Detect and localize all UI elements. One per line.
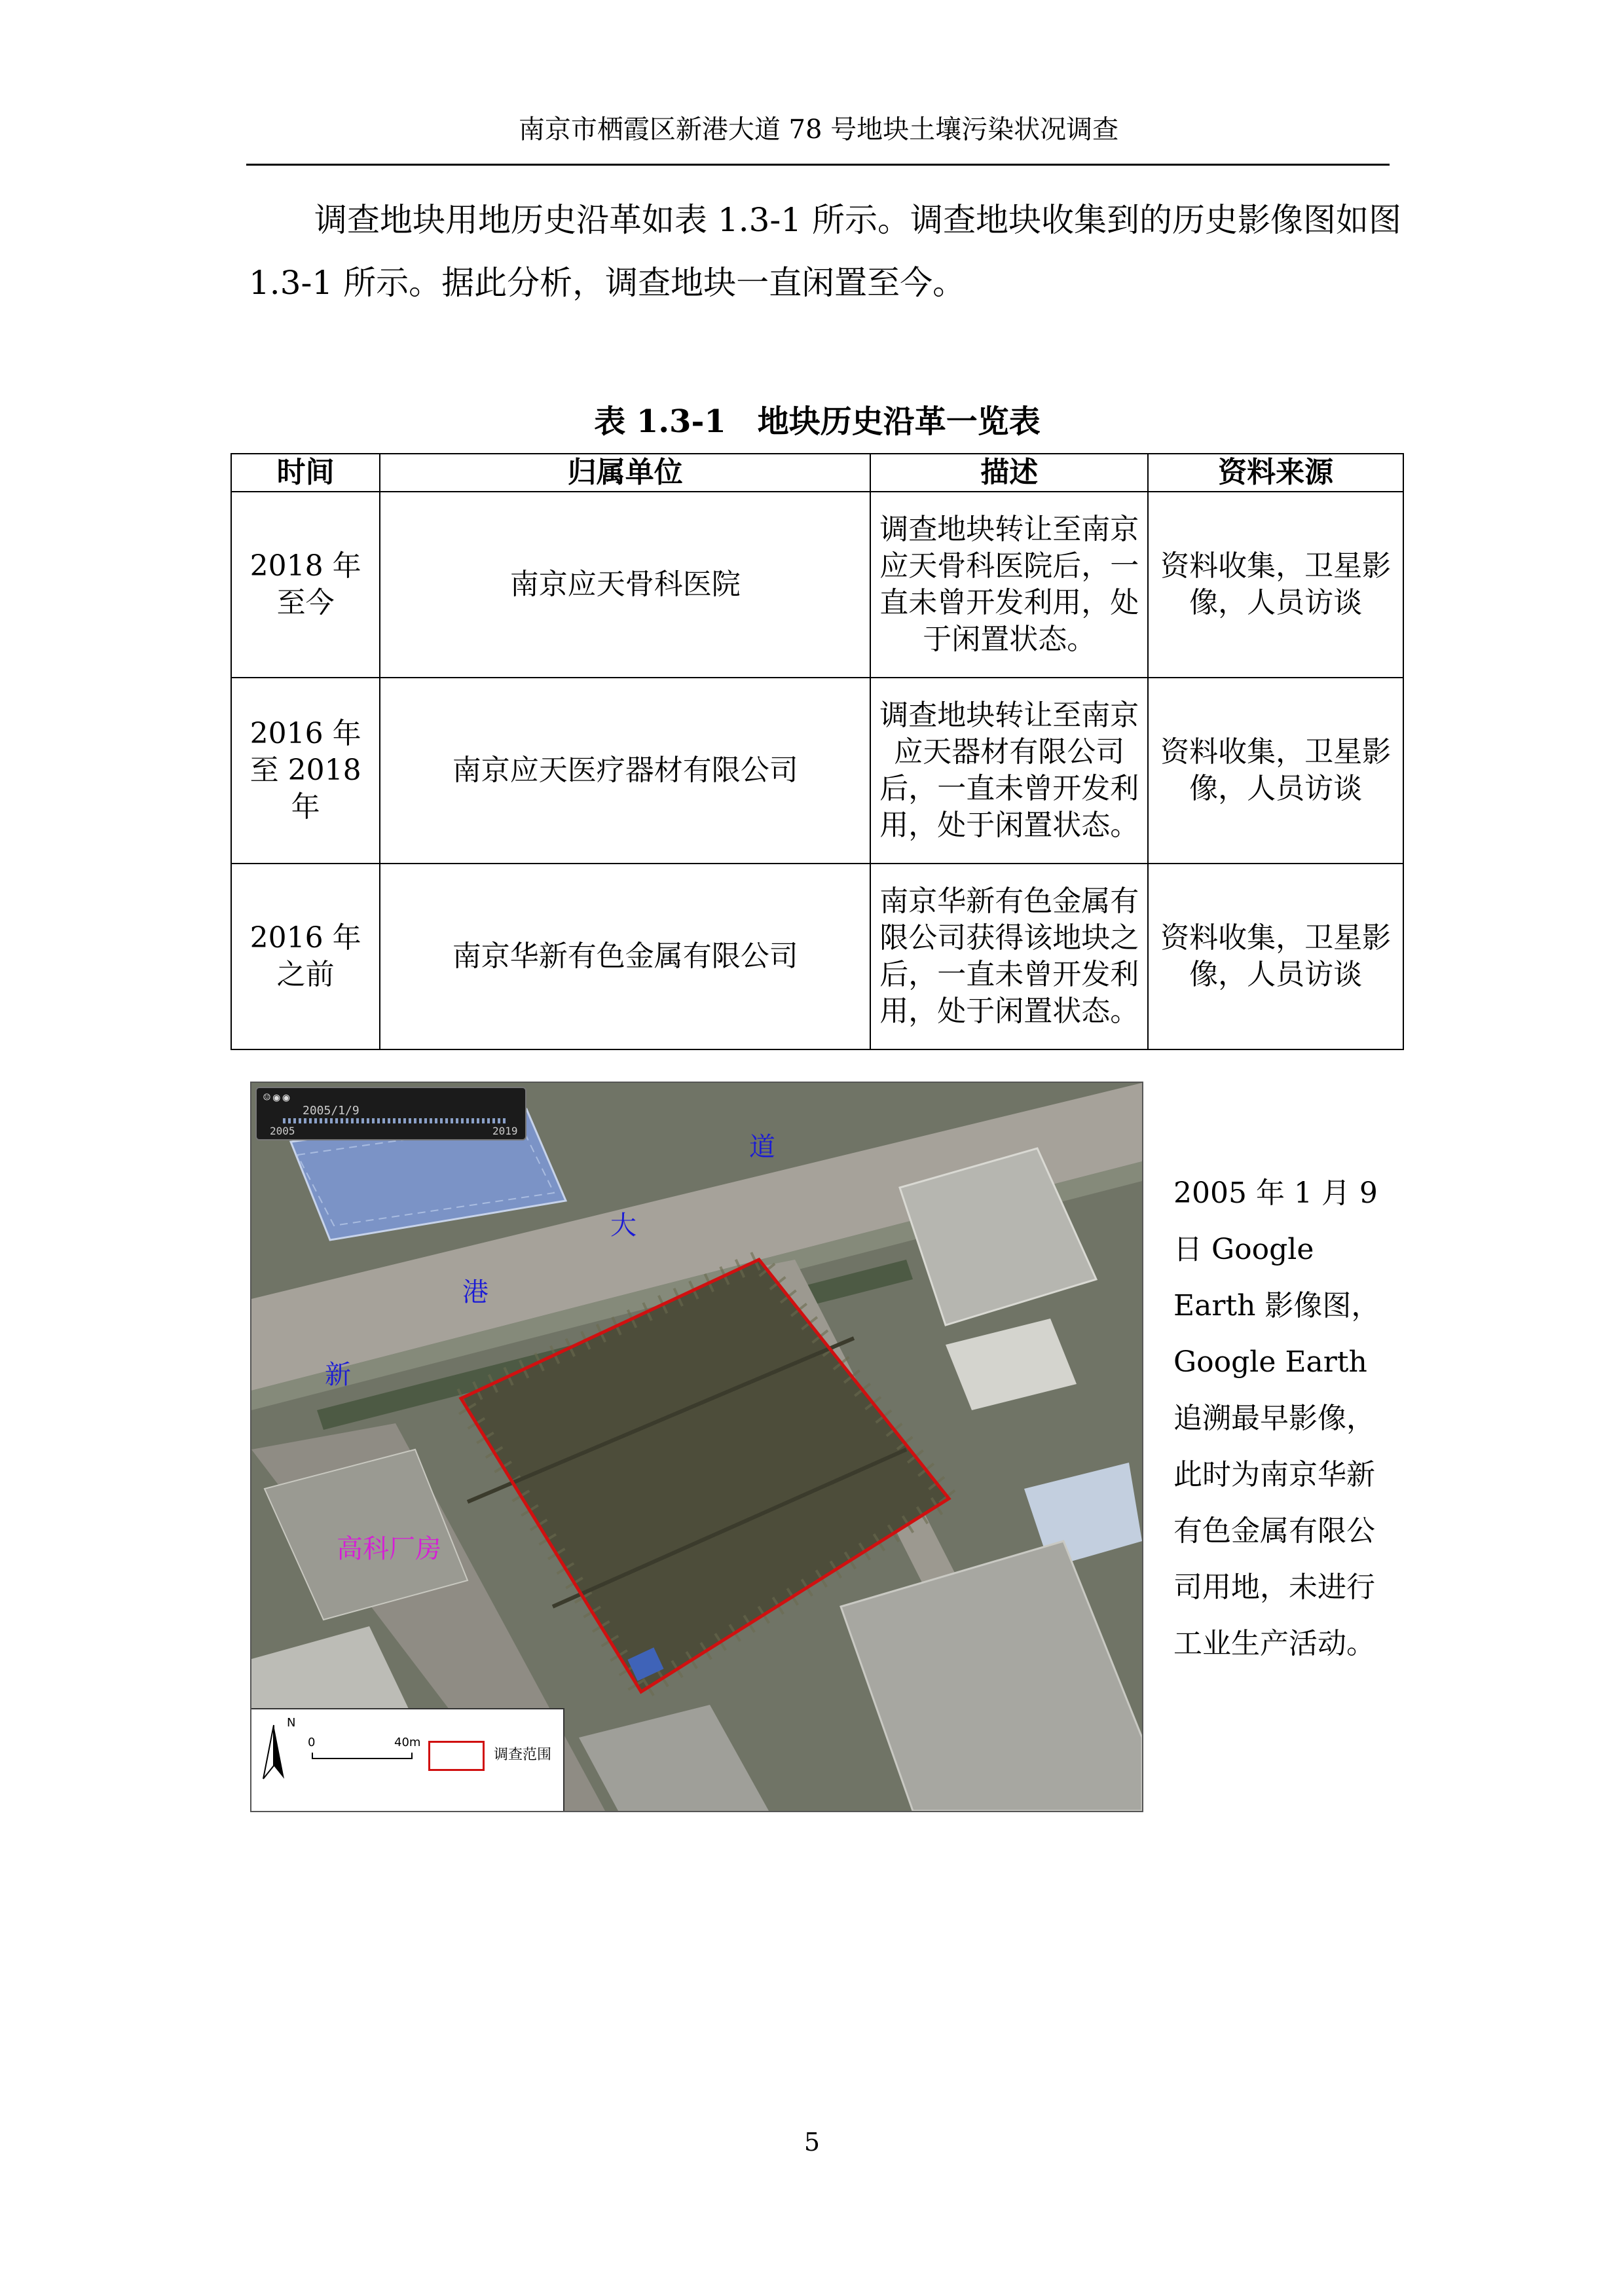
satellite-image [251, 1083, 1142, 1811]
cell-time: 2016 年至 2018 年 [231, 678, 380, 864]
table-row [231, 492, 1403, 678]
intro-text: 调查地块用地历史沿革如表 1.3-1 所示。调查地块收集到的历史影像图如图 1.3-1 所示。据此分析，调查地块一直闲置至今。 [249, 201, 1402, 302]
cell-time: 2016 年之前 [231, 864, 380, 1049]
header-source: 资料来源 [1148, 454, 1403, 492]
scale-zero-label: 0 [308, 1736, 316, 1749]
table-row [231, 678, 1403, 864]
boundary-legend-swatch [428, 1741, 485, 1771]
cell-description: 调查地块转让至南京应天骨科医院后，一直未曾开发利用，处于闲置状态。 [870, 492, 1148, 678]
figure-caption: 2005 年 1 月 9 日 Google Earth 影像图，Google Earth 追溯最早影像，此时为南京华新有色金属有限公司用地，未进行工业生产活动。 [1173, 1176, 1380, 1660]
history-table [231, 453, 1404, 1050]
intro-paragraph [249, 189, 1401, 314]
table-header-row [231, 454, 1403, 492]
scale-end-label: 40m [394, 1736, 421, 1749]
north-arrow-icon [261, 1722, 287, 1781]
scale-bar [312, 1753, 413, 1759]
satellite-image-figure [250, 1082, 1143, 1812]
timebar-end-year: 2019 [492, 1125, 518, 1137]
table-caption: 表 1.3-1 地块历史沿革一览表 [594, 403, 1041, 440]
cell-owner: 南京应天医疗器材有限公司 [380, 678, 870, 864]
cell-source: 资料收集，卫星影像，人员访谈 [1148, 864, 1403, 1049]
table-row [231, 864, 1403, 1049]
page-header: 南京市栖霞区新港大道 78 号地块土壤污染状况调查 [518, 115, 1119, 145]
boundary-legend-label: 调查范围 [494, 1747, 552, 1763]
header-rule [246, 164, 1390, 166]
cell-source: 资料收集，卫星影像，人员访谈 [1148, 492, 1403, 678]
header-description: 描述 [870, 454, 1148, 492]
cell-source: 资料收集，卫星影像，人员访谈 [1148, 678, 1403, 864]
header-time: 时间 [231, 454, 380, 492]
timebar-start-year: 2005 [270, 1125, 295, 1137]
north-label: N [287, 1716, 296, 1730]
cell-description: 调查地块转让至南京应天器材有限公司后，一直未曾开发利用，处于闲置状态。 [870, 678, 1148, 864]
map-legend [251, 1708, 564, 1812]
road-label-xin: 新 [325, 1360, 351, 1390]
page-number: 5 [803, 2128, 821, 2157]
factory-label: 高科厂房 [337, 1534, 441, 1564]
google-earth-timebar [255, 1087, 526, 1140]
road-label-dao: 道 [749, 1132, 775, 1162]
cell-description: 南京华新有色金属有限公司获得该地块之后，一直未曾开发利用，处于闲置状态。 [870, 864, 1148, 1049]
road-label-gang: 港 [462, 1277, 489, 1307]
cell-owner: 南京华新有色金属有限公司 [380, 864, 870, 1049]
timebar-track [283, 1118, 506, 1123]
road-label-da: 大 [610, 1211, 637, 1241]
header-owner: 归属单位 [380, 454, 870, 492]
timebar-icons: ☺◉◉ [263, 1091, 293, 1104]
cell-time: 2018 年至今 [231, 492, 380, 678]
timebar-date: 2005/1/9 [303, 1104, 360, 1118]
cell-owner: 南京应天骨科医院 [380, 492, 870, 678]
